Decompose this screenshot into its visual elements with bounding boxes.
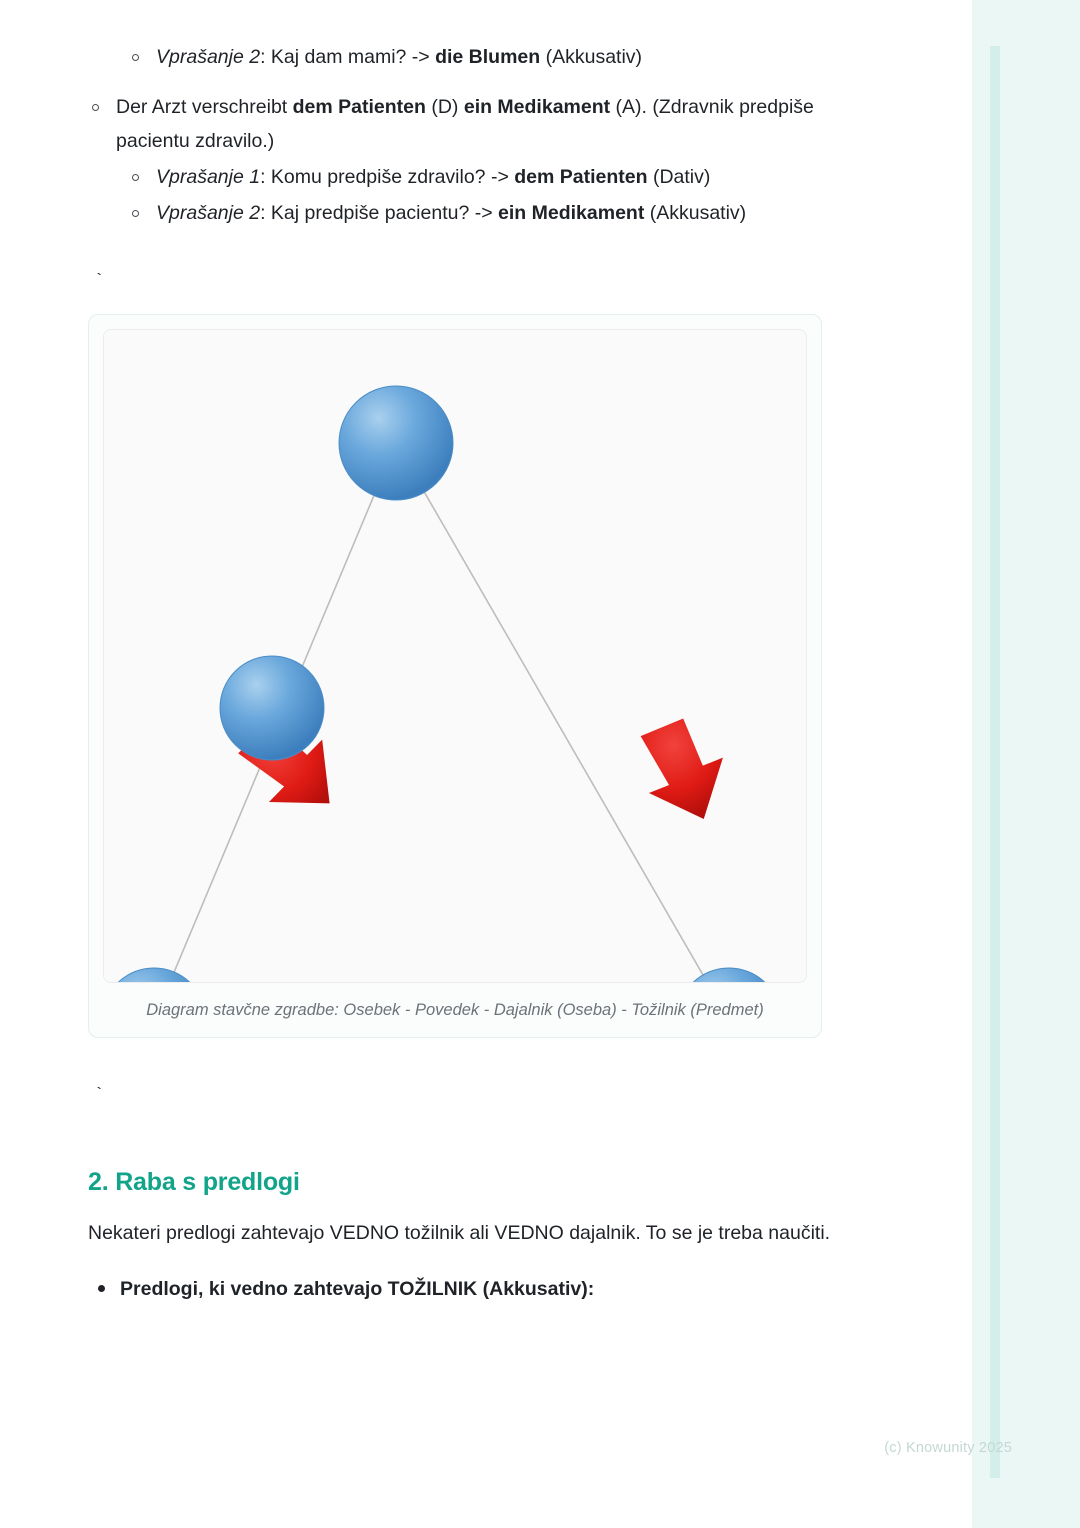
- diagram-canvas: [103, 329, 807, 983]
- prepositions-list: [88, 1272, 848, 1306]
- node-dative: [104, 968, 206, 982]
- answer-case: (Dativ): [647, 166, 711, 188]
- question-label: Vprašanje 1: [156, 166, 261, 188]
- list-item: [88, 40, 848, 74]
- connector-line-right: [396, 443, 729, 982]
- answer-case: (Akkusativ): [540, 46, 643, 68]
- list-item: [88, 90, 848, 158]
- node-predicate: [220, 656, 324, 760]
- diagram-figure-card: [88, 314, 822, 1038]
- accusative-object: ein Medikament: [463, 96, 611, 118]
- section-paragraph: Nekateri predlogi zahtevajo VEDNO tožilnik ali VEDNO dajalnik. To se je treba naučiti.: [88, 1222, 831, 1244]
- sentence-structure-diagram: [104, 330, 807, 982]
- answer-case: (Akkusativ): [644, 202, 747, 224]
- question-label: Vprašanje 2: [156, 46, 261, 68]
- list-item: [88, 160, 848, 194]
- sentence-example-list: [88, 90, 848, 230]
- sentence-part-1: Der Arzt verschreibt: [116, 96, 293, 118]
- sentence-part-3: (A). (Zdravnik predpiše pacientu zdravilo.): [116, 96, 814, 152]
- document-content: [88, 40, 848, 1308]
- code-tick-bottom: `: [94, 1086, 105, 1105]
- answer-term: die Blumen: [435, 46, 541, 68]
- arrow-right-icon: [626, 711, 729, 821]
- question-text: : Kaj predpiše pacientu? ->: [260, 202, 499, 224]
- node-accusative: [677, 968, 781, 982]
- watermark: (c) Knowunity 2025: [884, 1440, 1012, 1456]
- sentence-part-2: (D): [425, 96, 464, 118]
- dative-object: dem Patienten: [292, 96, 426, 118]
- code-tick-top: `: [94, 272, 105, 291]
- question-label: Vprašanje 2: [156, 202, 261, 224]
- list-item: [88, 196, 848, 230]
- examples-list: [88, 40, 848, 74]
- answer-term: ein Medikament: [498, 202, 645, 224]
- figure-caption: Diagram stavčne zgradbe: Osebek - Povedek - Dajalnik (Oseba) - Tožilnik (Predmet): [146, 1001, 764, 1019]
- answer-term: dem Patienten: [514, 166, 648, 188]
- list-item: [88, 1272, 848, 1306]
- prepositions-accusative-label: Predlogi, ki vedno zahtevajo TOŽILNIK (Akkusativ):: [120, 1278, 595, 1300]
- page-title: 2. Raba s predlogi: [88, 1168, 300, 1196]
- node-subject: [339, 386, 453, 500]
- question-text: : Komu predpiše zdravilo? ->: [260, 166, 515, 188]
- question-text: : Kaj dam mami? ->: [260, 46, 436, 68]
